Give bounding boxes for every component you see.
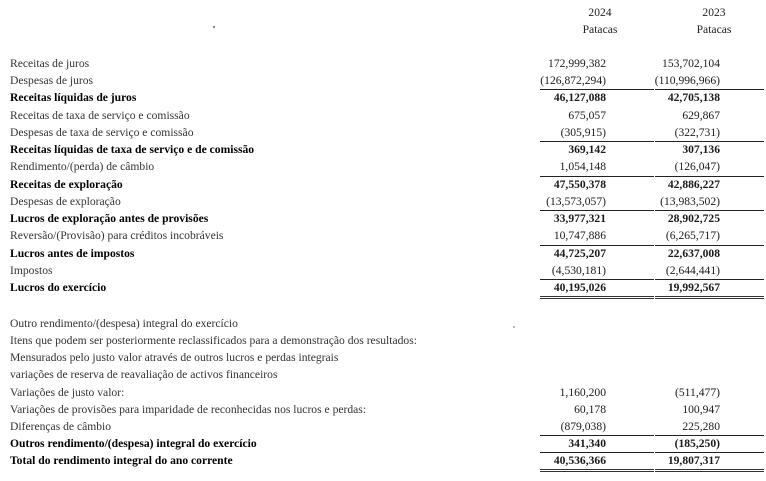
row-label: Variações de justo valor:: [10, 386, 125, 399]
value-2023: (110,996,966): [654, 74, 720, 87]
value-2023: 153,702,104: [662, 57, 720, 70]
statement-row: [10, 176, 762, 193]
value-2023: (13,983,502): [660, 195, 720, 208]
row-label: Diferenças de câmbio: [10, 420, 112, 433]
subtotal-rule: [655, 176, 764, 177]
row-label: Receitas de juros: [10, 57, 90, 70]
row-label: Outro rendimento/(despesa) integral do exercício: [10, 317, 238, 330]
statement-row: [10, 279, 762, 296]
subtotal-rule: [655, 279, 764, 280]
row-label: Reversão/(Provisão) para créditos incobráveis: [10, 229, 224, 242]
value-2023: 19,807,317: [667, 454, 720, 467]
row-label: Total do rendimento integral do ano corrente: [10, 454, 233, 467]
value-2023: 42,886,227: [667, 178, 720, 191]
column-header-2024: [560, 4, 640, 38]
value-2024: 47,550,378: [553, 178, 606, 191]
value-2023: (511,477): [675, 386, 720, 399]
column-currency: Patacas: [582, 23, 618, 36]
value-2023: 42,705,138: [667, 91, 720, 104]
subtotal-rule: [540, 176, 654, 177]
statement-row: [10, 107, 762, 124]
value-2024: 172,999,382: [548, 57, 606, 70]
subtotal-rule: [540, 210, 654, 211]
value-2023: 19,992,567: [667, 281, 720, 294]
row-label: Receitas líquidas de taxa de serviço e de comissão: [10, 143, 255, 156]
statement-row: [10, 262, 762, 279]
column-currency: Patacas: [696, 23, 732, 36]
subtotal-rule: [655, 210, 764, 211]
statement-row: [10, 141, 762, 158]
row-label: variações de reserva de reavaliação de activos financeiros: [10, 368, 278, 381]
value-2024: (879,038): [560, 420, 606, 433]
value-2024: 40,195,026: [553, 281, 606, 294]
value-2024: (305,915): [560, 126, 606, 139]
row-label: Lucros de exploração antes de provisões: [10, 212, 209, 225]
value-2024: 44,725,207: [553, 247, 606, 260]
row-label: Receitas de taxa de serviço e comissão: [10, 109, 190, 122]
value-2023: 307,136: [682, 143, 720, 156]
statement-row: [10, 245, 762, 262]
statement-row: [10, 124, 762, 141]
value-2024: 60,178: [574, 403, 606, 416]
value-2023: 629,867: [682, 109, 720, 122]
subtotal-rule: [540, 89, 654, 90]
row-label: Mensurados pelo justo valor através de outros lucros e perdas integrais: [10, 351, 339, 364]
column-year: 2024: [588, 6, 612, 19]
double-underline: [655, 296, 764, 299]
value-2024: 369,142: [568, 143, 606, 156]
row-label: Lucros do exercício: [10, 281, 107, 294]
row-label: Variações de provisões para imparidade de reconhecidas nos lucros e perdas:: [10, 403, 367, 416]
row-label: Itens que podem ser posteriormente reclassificados para a demonstração dos resultados:: [10, 334, 417, 347]
value-2024: 46,127,088: [553, 91, 606, 104]
statement-row: [10, 384, 762, 401]
subtotal-rule: [540, 435, 654, 436]
value-2023: (322,731): [674, 126, 720, 139]
subtotal-rule: [655, 89, 764, 90]
value-2024: (4,530,181): [551, 264, 606, 277]
value-2023: (2,644,441): [665, 264, 720, 277]
double-underline: [540, 296, 654, 299]
row-label: Receitas líquidas de juros: [10, 91, 137, 104]
value-2023: (126,047): [674, 160, 720, 173]
column-header-2023: [674, 4, 754, 38]
statement-row: [10, 227, 762, 244]
row-label: Despesas de juros: [10, 74, 94, 87]
value-2024: 1,160,200: [559, 386, 606, 399]
value-2023: (185,250): [674, 437, 720, 450]
subtotal-rule: [655, 452, 764, 453]
value-2024: 10,747,886: [553, 229, 606, 242]
row-label: Despesas de taxa de serviço e comissão: [10, 126, 194, 139]
statement-row: [10, 418, 762, 435]
row-label: Receitas de exploração: [10, 178, 123, 191]
double-underline: [540, 469, 654, 472]
subtotal-rule: [540, 245, 654, 246]
row-label: Impostos: [10, 264, 53, 277]
value-2024: (126,872,294): [540, 74, 606, 87]
statement-row: [10, 452, 762, 469]
value-2023: (6,265,717): [665, 229, 720, 242]
statement-row: [10, 315, 762, 332]
value-2024: 40,536,366: [553, 454, 606, 467]
subtotal-rule: [655, 141, 764, 142]
value-2023: 100,947: [682, 403, 720, 416]
row-label: Lucros antes de impostos: [10, 247, 135, 260]
value-2023: 22,637,008: [667, 247, 720, 260]
statement-row: [10, 366, 762, 383]
row-label: Despesas de exploração: [10, 195, 121, 208]
statement-row: [10, 332, 762, 349]
statement-row: [10, 89, 762, 106]
subtotal-rule: [655, 435, 764, 436]
row-label: Rendimento/(perda) de câmbio: [10, 160, 155, 173]
statement-row: [10, 435, 762, 452]
subtotal-rule: [540, 279, 654, 280]
value-2024: (13,573,057): [546, 195, 606, 208]
scan-speck: [213, 26, 215, 28]
column-year: 2023: [702, 6, 726, 19]
value-2024: 1,054,148: [559, 160, 606, 173]
value-2024: 341,340: [568, 437, 606, 450]
value-2024: 33,977,321: [553, 212, 606, 225]
statement-row: [10, 210, 762, 227]
double-underline: [655, 469, 764, 472]
row-label: Outros rendimento/(despesa) integral do exercício: [10, 437, 257, 450]
value-2024: 675,057: [568, 109, 606, 122]
subtotal-rule: [540, 141, 654, 142]
value-2023: 28,902,725: [667, 212, 720, 225]
subtotal-rule: [540, 452, 654, 453]
statement-row: [10, 72, 762, 89]
subtotal-rule: [655, 245, 764, 246]
statement-row: [10, 401, 762, 418]
statement-row: [10, 55, 762, 72]
statement-row: [10, 158, 762, 175]
statement-row: [10, 349, 762, 366]
value-2023: 225,280: [682, 420, 720, 433]
statement-row: [10, 193, 762, 210]
